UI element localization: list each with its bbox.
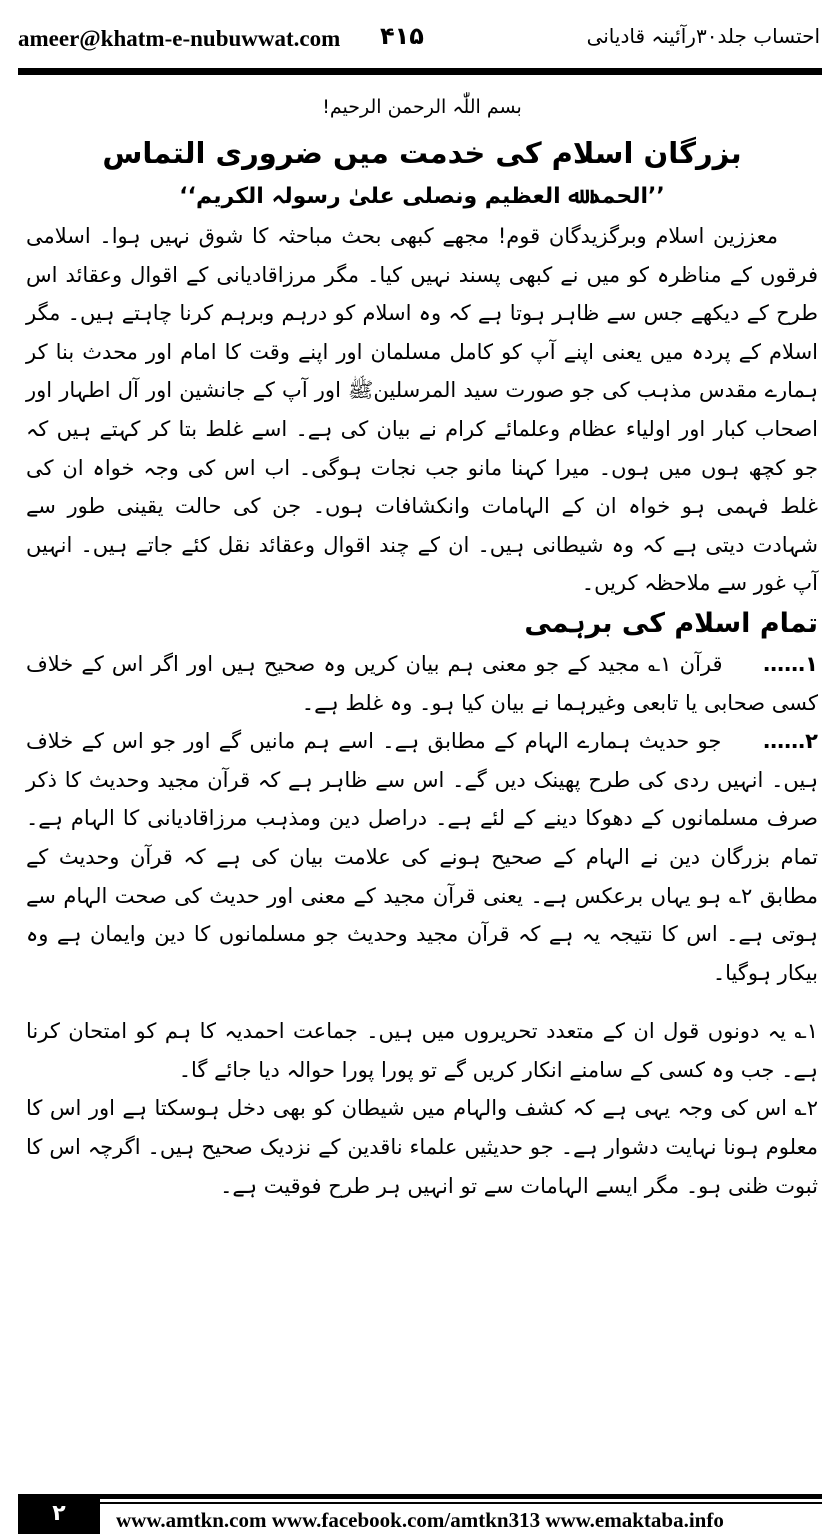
- item-2-text: جو حدیث ہمارے الہام کے مطابق ہے۔ اسے ہم مانیں گے اور جو اس کے خلاف ہیں۔ انہیں ردی کی طرح پھینک دیں گے۔ اس سے ظاہر ہے کہ قرآن مجید وحدیث کا ذکر صرف مسلمانوں کے دھوکا دینے کے لئے ہے۔ دراصل دین ومذہب مرزاقادیانی کا الہام ہے۔ تمام بزرگان دین نے الہام کے صحیح ہونے کی علامت بیان کی ہے کہ قرآن وحدیث کے مطابق ۲؎ ہو یہاں برعکس ہے۔ یعنی قرآن مجید کے معنی اور حدیث کی صحت الہام سے ہوتی ہے۔ اس کا نتیجہ یہ ہے کہ قرآن مجید وحدیث جو مسلمانوں کا دین وایمان ہے وہ بیکار ہوگیا۔: [26, 729, 818, 985]
- item-1-number: ۱……: [763, 651, 818, 676]
- header-rule: [18, 68, 822, 75]
- hamd-line: ’’الحمد ﷲ العظیم ونصلی علیٰ رسولہ الکریم‘‘: [179, 184, 665, 209]
- footer-rule-thin: [100, 1502, 822, 1504]
- footer-links: www.amtkn.com www.facebook.com/amtkn313 www.emaktaba.info: [116, 1508, 724, 1532]
- header-email: ameer@khatm-e-nubuwwat.com: [18, 26, 341, 51]
- item-1-text: قرآن ۱؎ مجید کے جو معنی ہم بیان کریں وہ صحیح ہیں اور اگر اس کے خلاف کسی صحابی یا تابعی وغیرہما نے بیان کیا ہو۔ وہ غلط ہے۔: [26, 651, 818, 715]
- footer-page-number: ۲: [18, 1494, 100, 1534]
- page-title: بزرگان اسلام کی خدمت میں ضروری التماس: [102, 136, 742, 170]
- footer-rule-thick: [100, 1494, 822, 1499]
- footnote-1: ۱؎ یہ دونوں قول ان کے متعدد تحریروں میں ہیں۔ جماعت احمدیہ کا ہم کو امتحان کرنا ہے۔ جب وہ کسی کے سامنے انکار کریں گے تو پورا پورا حوالہ دیا جائے گا۔: [26, 1019, 818, 1082]
- item-2-number: ۲……: [763, 729, 818, 754]
- page-footer: [18, 1494, 822, 1534]
- page-content: [26, 96, 818, 1205]
- header-book-title: احتساب جلد۳۰رآئینہ قادیانی: [586, 24, 820, 48]
- item-2: [26, 722, 818, 992]
- section-heading: تمام اسلام کی برہمی: [524, 607, 818, 639]
- intro-paragraph: معززین اسلام وبرگزیدگان قوم! مجھے کبھی بحث مباحثہ کا شوق نہیں ہوا۔ اسلامی فرقوں کے مناظرہ کو میں نے کبھی پسند نہیں کیا۔ مگر مرزاقادیانی کے اقوال وعقائد اس طرح کے دیکھے جس سے ظاہر ہوتا ہے کہ وہ اسلام کو درہم وبرہم کرنا چاہتے ہیں۔ مگر اسلام کے پردہ میں یعنی اپنے آپ کو کامل مسلمان اور اپنے وقت کا امام اور محدث بنا کر ہمارے مقدس مذہب کی جو صورت سید المرسلینﷺ اور آپ کے جانشین اور آل اطہار اور اصحاب کبار اور اولیاء عظام وعلمائے کرام نے بیان کی ہے۔ اسے غلط بتا کر کہتے ہیں کہ جو کچھ ہوں میں ہوں۔ میرا کہنا مانو جب نجات ہوگی۔ اب اس کی وجہ خواہ ان کی غلط فہمی ہو خواہ ان کے الہامات وانکشافات ہوں۔ جن کی حالت یقینی طور سے شہادت دیتی ہے کہ وہ شیطانی ہیں۔ ان کے چند اقوال وعقائد نقل کئے جاتے ہیں۔ انہیں آپ غور سے ملاحظہ کریں۔: [26, 224, 818, 596]
- header-page-number: ۴۱۵: [380, 22, 424, 50]
- bismillah: بسم اللّٰہ الرحمن الرحیم!: [322, 96, 522, 118]
- page-header: [18, 22, 822, 62]
- item-1: [26, 645, 818, 722]
- footnote-2: ۲؎ اس کی وجہ یہی ہے کہ کشف والہام میں شیطان کو بھی دخل ہوسکتا ہے اور اس کا معلوم ہونا نہایت دشوار ہے۔ جو حدیثیں علماء ناقدین کے نزدیک صحیح ہیں۔ اگرچہ اس کا ثبوت ظنی ہو۔ مگر ایسے الہامات سے تو انہیں ہر طرح فوقیت ہے۔: [26, 1096, 818, 1198]
- footnote-gap: [26, 992, 818, 1012]
